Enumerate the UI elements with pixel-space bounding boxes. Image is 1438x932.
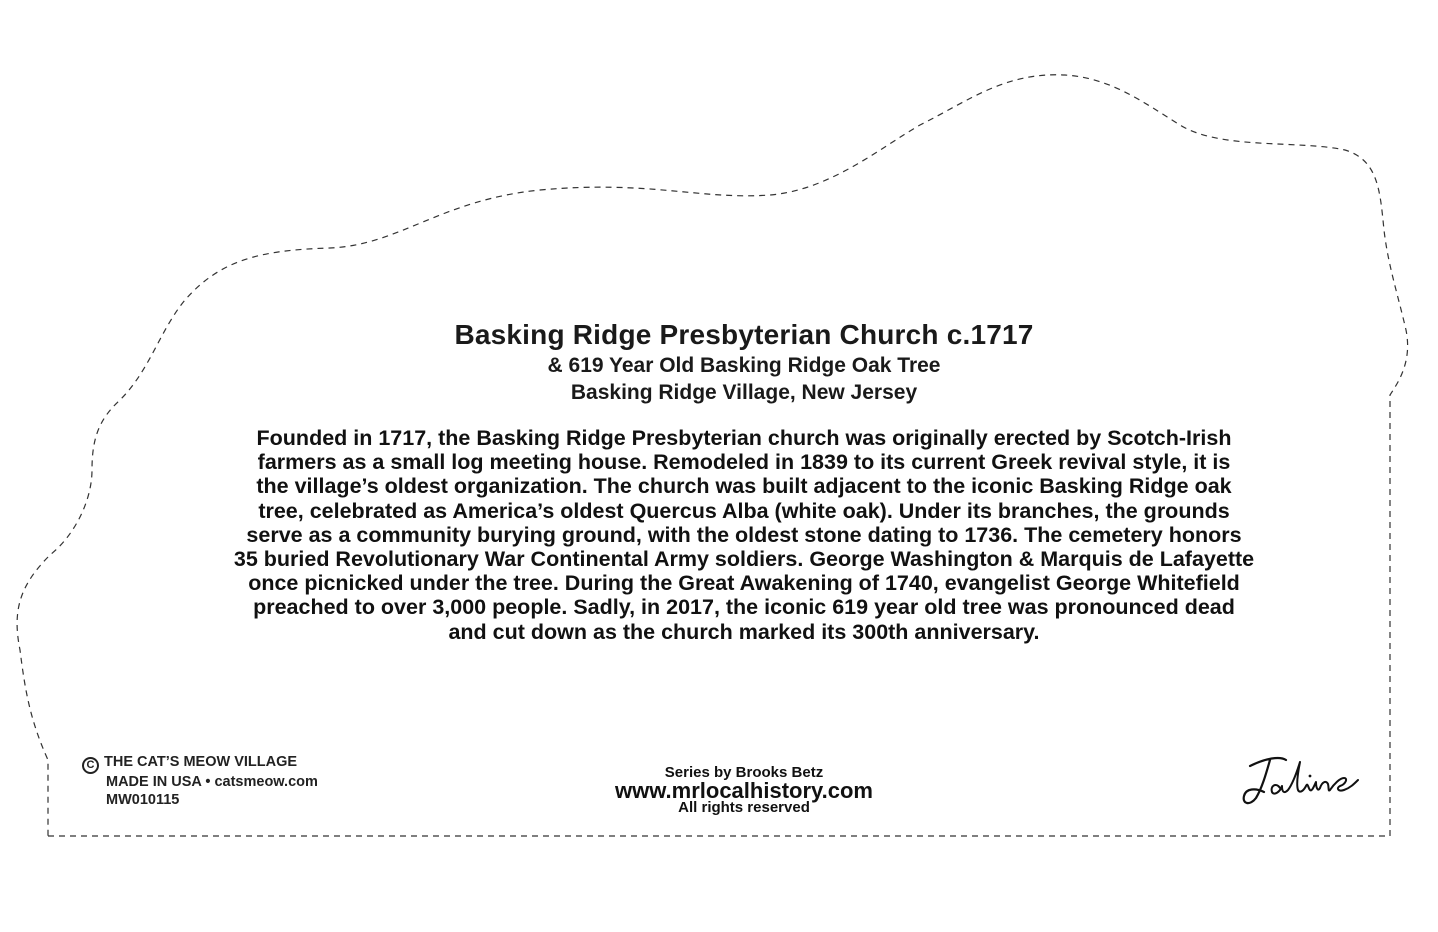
- rights-text: All rights reserved: [678, 799, 810, 816]
- copyright-block: [82, 754, 318, 809]
- origin-text: MADE IN USA • catsmeow.com: [106, 774, 318, 790]
- description-paragraph: [180, 426, 1308, 644]
- description-line: Founded in 1717, the Basking Ridge Presbyterian church was originally erected by Scotch-Irish: [256, 426, 1232, 450]
- subtitle-location: Basking Ridge Village, New Jersey: [570, 381, 918, 404]
- description-line: once picnicked under the tree. During the Great Awakening of 1740, evangelist George Whitefield: [248, 571, 1240, 596]
- page-title: Basking Ridge Presbyterian Church c.1717: [454, 319, 1034, 350]
- description-line: preached to over 3,000 people. Sadly, in 2017, the iconic 619 year old tree was pronounced dead: [253, 595, 1235, 620]
- description-line: serve as a community burying ground, with the oldest stone dating to 1736. The cemetery honors: [246, 522, 1242, 547]
- description-line: and cut down as the church marked its 300th anniversary.: [448, 619, 1040, 644]
- description-line: 35 buried Revolutionary War Continental Army soldiers. George Washington & Marquis de Lafayette: [233, 547, 1255, 572]
- title-block: [0, 318, 1438, 406]
- subtitle-oak-tree: & 619 Year Old Basking Ridge Oak Tree: [547, 354, 941, 377]
- description-line: farmers as a small log meeting house. Remodeled in 1839 to its current Greek revival style, it is: [257, 450, 1231, 475]
- description-line: tree, celebrated as America’s oldest Quercus Alba (white oak). Under its branches, the grounds: [258, 498, 1230, 523]
- company-name: THE CAT’S MEOW VILLAGE: [104, 754, 298, 770]
- description-line: the village’s oldest organization. The church was built adjacent to the iconic Basking Ridge oak: [256, 474, 1232, 499]
- website-text: www.mrlocalhistory.com: [615, 778, 873, 803]
- series-credit: Series by Brooks Betz: [664, 764, 824, 781]
- artist-signature: [1236, 748, 1366, 812]
- credits-block: [544, 764, 944, 815]
- sku-text: MW010115: [106, 791, 180, 808]
- copyright-icon: C: [82, 757, 99, 774]
